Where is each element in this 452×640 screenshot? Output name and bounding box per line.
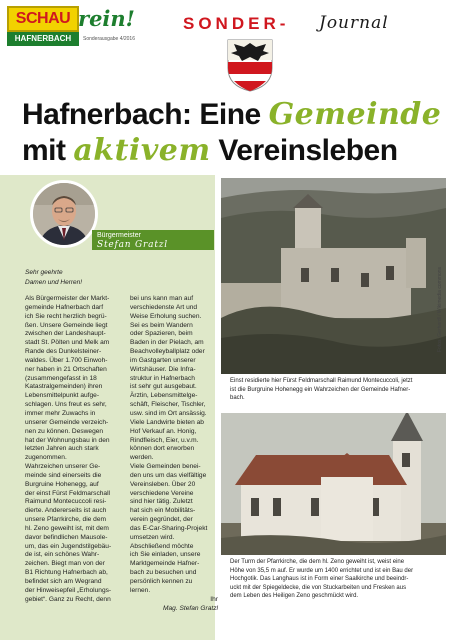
text-line: im Gastgarten unserer: [130, 356, 196, 364]
text-line: Viele Landwirte bieten ab: [130, 418, 204, 426]
text-line: B1 Richtung Hafnerbach ab,: [25, 569, 108, 577]
caption-line: bach.: [230, 395, 245, 401]
text-line: davor befindlichen Mausole-: [25, 533, 108, 541]
text-line: unsere Pfarrkirche, die dem: [25, 516, 106, 524]
text-line: verschiedenste Art und: [130, 303, 198, 311]
masthead: [0, 0, 452, 95]
castle-ruin-photo: [221, 178, 446, 374]
logo-schau-text: SCHAU: [7, 6, 79, 32]
text-line: hl. Zeno geweiht ist, mit dem: [25, 524, 109, 532]
text-line: Vereinsleben. Über 20: [130, 480, 196, 488]
headline-text: Hafnerbach: Eine: [22, 98, 269, 131]
text-line: Lebensmittelpunkt aufge-: [25, 392, 100, 400]
text-line: bach zu besuchen und: [130, 569, 197, 577]
logo-rein-text: rein!: [78, 6, 135, 31]
text-line: Als Bürgermeister der Markt-: [25, 295, 110, 302]
text-line: verschiedene Vereine: [130, 489, 194, 497]
closing-ihr: Ihr: [210, 595, 218, 603]
church-caption: [230, 558, 445, 601]
text-line: meinde sind einerseits die: [25, 471, 102, 479]
text-line: zwischen der Landeshaupt-: [25, 330, 106, 338]
text-line: Burgruine Hohenegg, auf: [25, 480, 99, 488]
text-line: bei uns kann man auf: [130, 295, 194, 302]
caption-line: ist die Burgruine Hohenegg ein Wahrzeichen der Gemeinde Hafner-: [230, 386, 411, 393]
greeting-line: Sehr geehrte: [25, 269, 63, 276]
text-line: lernen.: [130, 586, 151, 594]
headline-accent: Gemeinde: [268, 97, 442, 132]
caption-line: Einst residierte hier Fürst Feldmarschall Raimund Montecuccoli, jetzt: [230, 378, 413, 384]
mayor-role: Bürgermeister: [97, 232, 141, 239]
headline-line-2: [22, 133, 398, 168]
text-line: Wirtshäuser. Die Infra-: [130, 365, 196, 373]
signature: Mag. Stefan Gratzl: [163, 604, 218, 612]
text-line: dierte. Andererseits ist auch: [25, 507, 107, 515]
text-line: schäft, Fleischer, Tischler,: [130, 401, 206, 409]
text-line: sind hier tätig. Zuletzt: [130, 498, 193, 506]
text-line: Ärztin, Lebensmittelge-: [130, 392, 198, 400]
text-line: ich Sie recht herzlich begrü-: [25, 312, 107, 320]
text-line: Viele Gemeinden benei-: [130, 463, 201, 471]
ruin-caption: [230, 377, 445, 403]
text-line: ner haben in 21 Ortschaften: [25, 365, 107, 373]
text-line: der einst Fürst Feldmarschall: [25, 489, 111, 497]
caption-line: Der Turm der Pfarrkirche, die dem hl. Zeno geweiht ist, weist eine: [230, 559, 405, 565]
text-line: Katastralgemeinden) ihren: [25, 383, 103, 391]
caption-line: dem Leben des Heiligen Zeno geschmückt wird.: [230, 593, 359, 599]
text-line: Weise Erholung suchen.: [130, 312, 202, 320]
mayor-name: Stefan Gratzl: [97, 240, 168, 250]
schaurein-logo: [7, 6, 179, 52]
text-line: struktur in Hafnerbach: [130, 374, 195, 382]
greeting: [25, 268, 205, 287]
mayor-portrait: [30, 180, 98, 248]
text-line: um, das ein Jugendstilgebäu-: [25, 542, 112, 550]
text-line: Baden in der Pielach, am: [130, 339, 204, 347]
text-line: verein gegründet, der: [130, 516, 193, 524]
text-line: stadt St. Pölten und Melk am: [25, 339, 110, 347]
journal-label: Journal: [319, 13, 389, 33]
text-line: gebiet“. Ganz zu Recht, denn: [25, 595, 111, 603]
text-line: oder Spazieren, beim: [130, 330, 193, 338]
article-column-1: [25, 295, 123, 605]
logo-place-text: HAFNERBACH: [7, 32, 79, 46]
sonder-label: SONDER-: [183, 14, 290, 33]
greeting-line: Damen und Herren!: [25, 278, 83, 286]
text-line: zugenommen.: [25, 454, 67, 462]
headline-text: mit: [22, 134, 74, 167]
text-line: hat sich ein Mobilitäts-: [130, 507, 196, 515]
text-line: ich Sie einladen, unsere: [130, 551, 201, 559]
text-line: können dort erworben: [130, 445, 195, 453]
coat-of-arms-icon: [224, 38, 276, 92]
text-line: Sei es beim Wandern: [130, 321, 193, 329]
text-line: usw. sind im Ort ansässig.: [130, 409, 207, 417]
text-line: zeichen. Biegt man von der: [25, 560, 105, 568]
mayor-photo-icon: [33, 183, 95, 245]
text-line: letzten Jahren auch stark: [25, 445, 99, 453]
text-line: immer mehr Zuwachs in: [25, 409, 96, 417]
text-line: schlagen. Uns freut es sehr,: [25, 401, 107, 409]
caption-line: uckt mit der Spiegeldecke, die von Stuckarbeiten und Fresken aus: [230, 584, 407, 591]
text-line: Raimund Montecuccoli resi-: [25, 498, 107, 506]
castle-ruin-image-icon: [221, 178, 446, 374]
text-line: den uns um das vielfältige: [130, 471, 207, 479]
text-line: Marktgemeinde Hafner-: [130, 560, 200, 568]
text-line: persönlich kennen zu: [130, 578, 193, 585]
text-line: waldes. Über 1.700 Einwoh-: [25, 356, 108, 364]
mayor-name-label: [92, 230, 214, 250]
caption-line: Hochgotik. Das Langhaus ist in Form einer Saalkirche und beeindr-: [230, 576, 409, 582]
caption-line: Höhe von 35,5 m auf. Er wurde um 1400 errichtet und ist ein Bau der: [230, 567, 414, 574]
text-line: Rande des Dunkelsteiner-: [25, 348, 102, 356]
church-photo: [221, 413, 446, 555]
headline-line-1: [22, 97, 441, 132]
text-line: hat der Wohnungsbau in den: [25, 436, 110, 444]
text-line: befindet sich am Wegrand: [25, 578, 102, 585]
text-line: Beachvolleyballplatz oder: [130, 348, 205, 356]
logo-subline: Sonderausgabe 4/2016: [83, 36, 135, 42]
article-column-2: [130, 295, 220, 613]
text-line: der Hinweisepfeil „Erholungs-: [25, 586, 112, 594]
text-line: Abschließend möchte: [130, 542, 194, 550]
text-line: umsetzen wird.: [130, 533, 175, 541]
text-line: de ist, ein schönes Wahr-: [25, 551, 100, 559]
photo-credit: Fotos: Gerhardl / Wikimedia commons: [437, 266, 443, 352]
text-line: (zusammengefasst in 18: [25, 374, 97, 382]
text-line: gemeinde Hafnerbach darf: [25, 303, 104, 311]
text-line: werden.: [130, 454, 154, 462]
text-line: ßen. Unsere Gemeinde liegt: [25, 321, 108, 329]
text-line: unserer Gemeinde verzeich-: [25, 418, 109, 426]
text-line: Rindfleisch, Eier, u.v.m.: [130, 436, 199, 444]
text-line: nen zu können. Deswegen: [25, 427, 104, 435]
headline-accent: aktivem: [73, 133, 211, 168]
headline-text: Vereinsleben: [210, 134, 398, 167]
text-line: ist sehr gut ausgebaut.: [130, 383, 197, 391]
text-line: Hof Verkauf an. Honig,: [130, 427, 197, 435]
text-line: Wahrzeichen unserer Ge-: [25, 463, 101, 471]
text-line: das E-Car-Sharing-Projekt: [130, 524, 208, 532]
headline: [0, 95, 452, 175]
church-image-icon: [221, 413, 446, 555]
